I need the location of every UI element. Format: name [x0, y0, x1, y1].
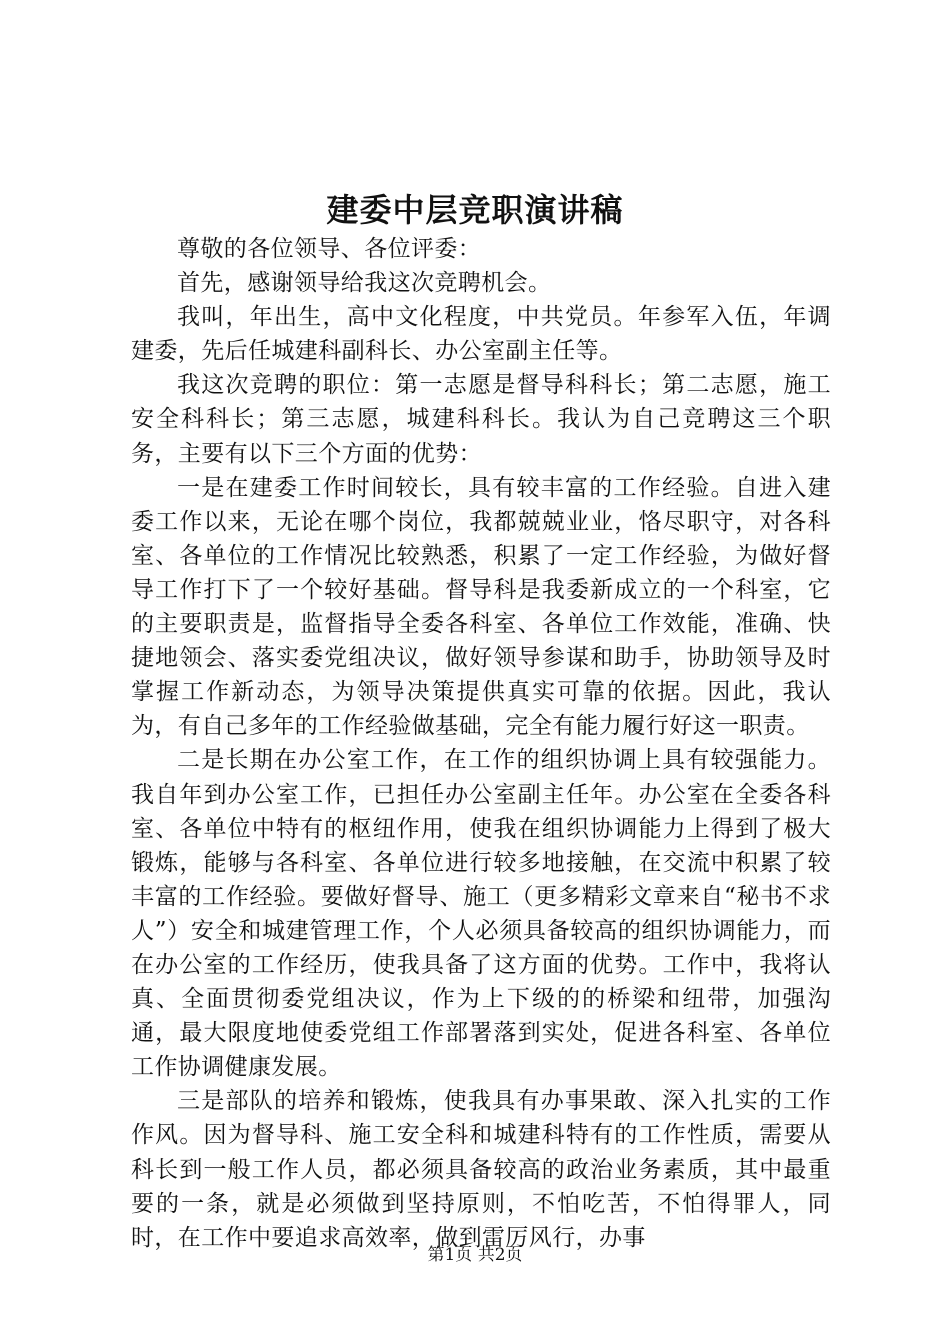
paragraph-advantage-3: 三是部队的培养和锻炼，使我具有办事果敢、深入扎实的工作作风。因为督导科、施工安全科和城建科特有的工作性质，需要从科长到一般工作人员，都必须具备较高的政治业务素质，其中最重要的一条，就是必须做到坚持原则，不怕吃苦，不怕得罪人，同时，在工作中要追求高效率，做到雷厉风行，办事 [131, 1088, 831, 1251]
document-title: 建委中层竞职演讲稿 [326, 191, 624, 229]
paragraph-salutation: 尊敬的各位领导、各位评委： [177, 236, 482, 262]
paragraph-advantage-1: 一是在建委工作时间较长，具有较丰富的工作经验。自进入建委工作以来，无论在哪个岗位，我都兢兢业业，恪尽职守，对各科室、各单位的工作情况比较熟悉，积累了一定工作经验，为做好督导工作打下了一个较好基础。督导科是我委新成立的一个科室，它的主要职责是，监督指导全委各科室、各单位工作效能，准确、快捷地领会、落实委党组决议，做好领导参谋和助手，协助领导及时掌握工作新动态，为领导决策提供真实可靠的依据。因此，我认为，有自己多年的工作经验做基础，完全有能力履行好这一职责。 [131, 474, 831, 740]
paragraph-advantage-2: 二是长期在办公室工作，在工作的组织协调上具有较强能力。我自年到办公室工作，已担任办公室副主任年。办公室在全委各科室、各单位中特有的枢纽作用，使我在组织协调能力上得到了极大锻炼，能够与各科室、各单位进行较多地接触，在交流中积累了较丰富的工作经验。要做好督导、施工（更多精彩文章来自“秘书不求人”）安全和城建管理工作，个人必须具备较高的组织协调能力，而在办公室的工作经历，使我具备了这方面的优势。工作中，我将认真、全面贯彻委党组决议，作为上下级的的桥梁和纽带，加强沟通，最大限度地使委党组工作部署落到实处，促进各科室、各单位工作协调健康发展。 [131, 747, 831, 1081]
document-body [131, 232, 831, 1255]
paragraph-thanks: 首先，感谢领导给我这次竞聘机会。 [177, 270, 552, 297]
paragraph-positions: 我这次竞聘的职位：第一志愿是督导科科长；第二志愿，施工安全科科长；第三志愿，城建科科长。我认为自己竞聘这三个职务，主要有以下三个方面的优势： [131, 372, 831, 467]
paragraph-self-intro: 我叫，年出生，高中文化程度，中共党员。年参军入伍，年调建委，先后任城建科副科长、办公室副主任等。 [131, 304, 831, 365]
page-footer: 第1页 共2页 [427, 1245, 523, 1265]
